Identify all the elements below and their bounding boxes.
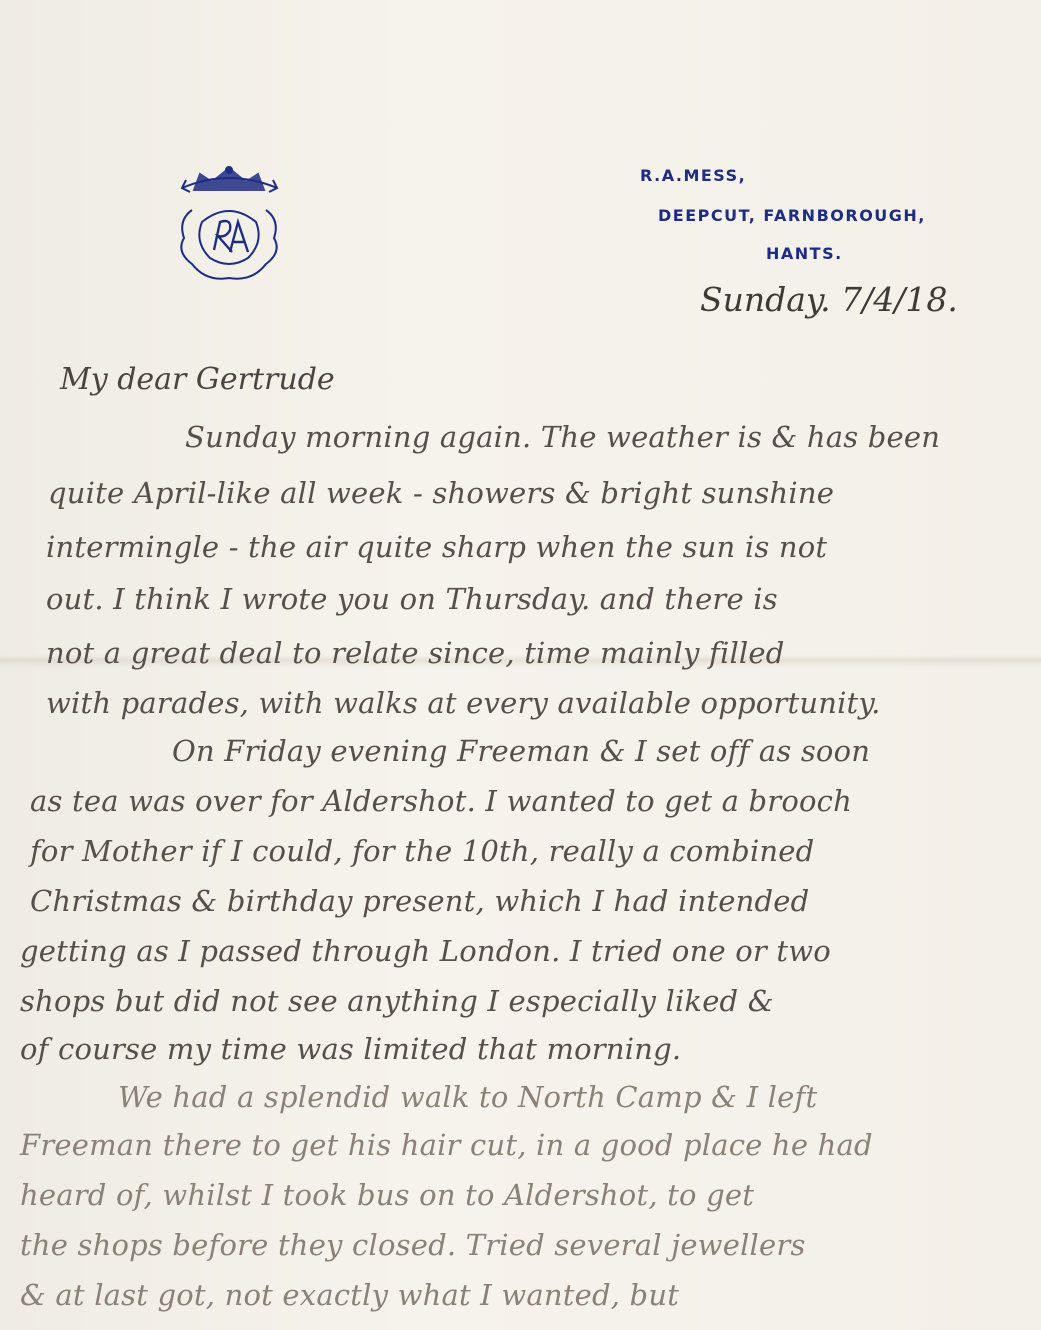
paragraph-2-line-5: getting as I passed through London. I tried one or two [20, 934, 831, 968]
paragraph-2-line-4: Christmas & birthday present, which I had intended [30, 884, 810, 918]
paragraph-2-line-3: for Mother if I could, for the 10th, really a combined [30, 834, 815, 868]
paragraph-3-line-2: Freeman there to get his hair cut, in a good place he had [20, 1128, 873, 1162]
letter-date: Sunday. 7/4/18. [700, 280, 958, 319]
paragraph-2-line-6: shops but did not see anything I especially liked & [20, 984, 774, 1018]
paragraph-3-line-5: & at last got, not exactly what I wanted, but [20, 1278, 680, 1312]
paragraph-2-line-7: of course my time was limited that morning. [20, 1032, 682, 1066]
paragraph-1-line-2: quite April-like all week - showers & bright sunshine [48, 476, 835, 510]
address-line-1: R.A.MESS, [640, 166, 747, 185]
paragraph-1-line-6: with parades, with walks at every available opportunity. [46, 686, 881, 720]
paragraph-3-line-4: the shops before they closed. Tried several jewellers [20, 1228, 806, 1262]
paragraph-1-line-3: intermingle - the air quite sharp when the sun is not [46, 530, 828, 564]
paragraph-1-line-4: out. I think I wrote you on Thursday. and there is [46, 582, 778, 616]
paragraph-1-line-1: Sunday morning again. The weather is & has been [185, 420, 941, 454]
paragraph-2-line-2: as tea was over for Aldershot. I wanted to get a brooch [30, 784, 852, 818]
paragraph-1-line-5: not a great deal to relate since, time mainly filled [46, 636, 785, 670]
paragraph-2-line-1: On Friday evening Freeman & I set off as soon [172, 734, 871, 768]
royal-artillery-crest-icon [172, 160, 287, 285]
paragraph-3-line-3: heard of, whilst I took bus on to Aldershot, to get [20, 1178, 755, 1212]
address-line-3: HANTS. [766, 244, 843, 263]
paragraph-3-line-1: We had a splendid walk to North Camp & I left [118, 1080, 818, 1114]
address-line-2: DEEPCUT, FARNBOROUGH, [658, 206, 926, 225]
salutation: My dear Gertrude [60, 362, 335, 397]
